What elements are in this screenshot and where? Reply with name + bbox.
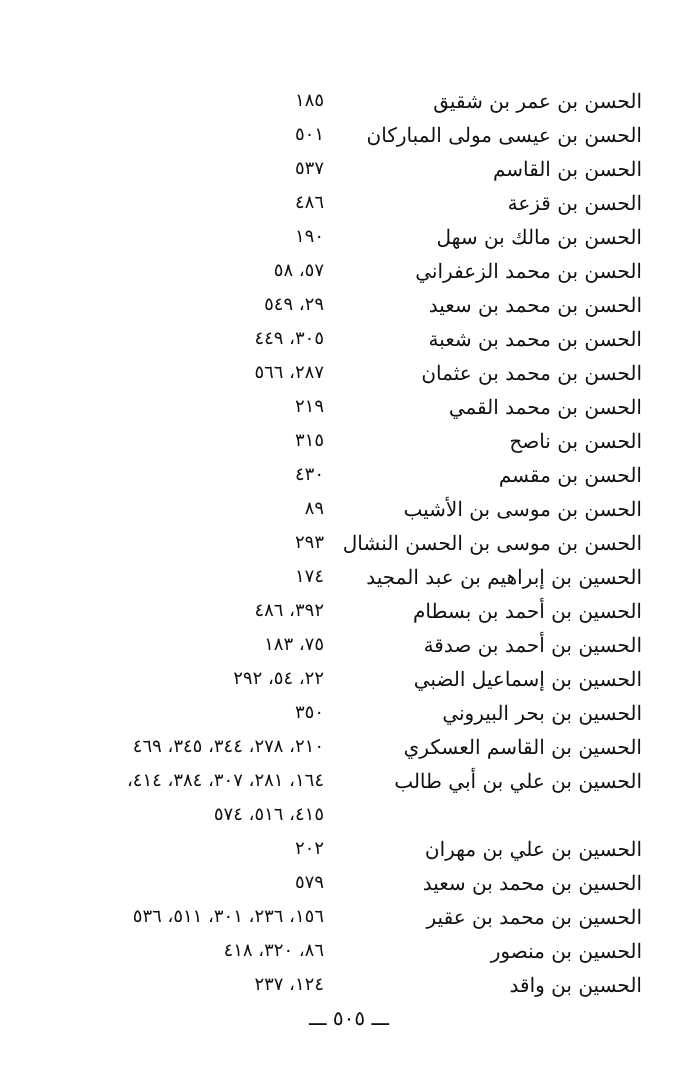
entry-name: الحسن بن مقسم [498,463,642,487]
entry-name: الحسين بن بحر البيروني [442,701,642,725]
index-entry [0,458,698,492]
index-entry [0,526,698,560]
entry-pages: ٢٩، ٥٤٩ [264,294,324,315]
entry-name: الحسين بن علي بن مهران [424,837,642,861]
index-entry [0,730,698,764]
entry-pages: ١٢٤، ٢٣٧ [254,974,324,995]
index-entry [0,560,698,594]
index-entry [0,696,698,730]
entry-pages: ٣١٥ [294,430,324,451]
entry-name: الحسن بن محمد بن سعيد [428,293,642,317]
index-entry [0,390,698,424]
index-entry [0,492,698,526]
entry-name: الحسين بن أحمد بن صدقة [423,633,642,657]
entry-pages: ١٨٥ [294,90,324,111]
index-entry [0,356,698,390]
index-entry [0,662,698,696]
entry-pages: ٧٥، ١٨٣ [264,634,324,655]
entry-pages: ١٦٤، ٢٨١، ٣٠٧، ٣٨٤، ٤١٤، [126,770,324,791]
page-number: ـــ ٥٠٥ ـــ [308,1006,390,1030]
entry-pages: ٢٩٣ [294,532,324,553]
index-list [0,84,698,1002]
index-entry [0,322,698,356]
entry-pages: ٥٧، ٥٨ [273,260,324,281]
entry-pages: ٤٣٠ [294,464,324,485]
entry-pages: ٣٥٠ [294,702,324,723]
entry-pages: ٢٠٢ [294,838,324,859]
entry-name: الحسين بن أحمد بن بسطام [413,599,642,623]
index-entry [0,118,698,152]
index-entry [0,84,698,118]
entry-name: الحسين بن إسماعيل الضبي [413,667,642,691]
index-entry [0,220,698,254]
entry-name: الحسن بن ناصح [509,429,642,453]
index-entry [0,968,698,1002]
entry-name: الحسن بن مالك بن سهل [436,225,642,249]
entry-name: الحسين بن محمد بن سعيد [422,871,642,895]
entry-pages: ٤٨٦ [294,192,324,213]
entry-pages: ٨٦، ٣٢٠، ٤١٨ [223,940,324,961]
index-entry [0,424,698,458]
index-entry [0,288,698,322]
entry-name: الحسن بن موسى بن الأشيب [403,497,642,521]
index-entry [0,628,698,662]
entry-name: الحسين بن علي بن أبي طالب [394,769,642,793]
entry-name: الحسين بن واقد [509,973,642,997]
index-entry [0,764,698,798]
entry-pages: ٨٩ [304,498,324,519]
index-entry [0,594,698,628]
entry-pages: ٣٩٢، ٤٨٦ [254,600,324,621]
entry-name: الحسن بن محمد بن عثمان [421,361,642,385]
index-entry [0,832,698,866]
entry-name: الحسن بن قزعة [507,191,642,215]
entry-pages: ١٧٤ [294,566,324,587]
entry-name: الحسن بن محمد القمي [448,395,642,419]
index-entry-continuation [0,798,698,832]
index-entry [0,934,698,968]
index-entry [0,152,698,186]
entry-name: الحسين بن إبراهيم بن عبد المجيد [366,565,642,589]
entry-pages: ٢٢، ٥٤، ٢٩٢ [233,668,324,689]
entry-pages: ٤١٥، ٥١٦، ٥٧٤ [213,804,324,825]
entry-name: الحسين بن محمد بن عقير [426,905,642,929]
entry-name: الحسن بن محمد بن شعبة [428,327,642,351]
index-entry [0,186,698,220]
entry-pages: ٥٣٧ [294,158,324,179]
entry-pages: ١٩٠ [294,226,324,247]
entry-pages: ٣٠٥، ٤٤٩ [254,328,324,349]
entry-name: الحسين بن منصور [490,939,642,963]
entry-pages: ٢١٩ [294,396,324,417]
entry-name: الحسين بن القاسم العسكري [403,735,642,759]
index-entry [0,900,698,934]
entry-pages: ٢٨٧، ٥٦٦ [254,362,324,383]
entry-name: الحسن بن القاسم [492,157,642,181]
entry-name: الحسن بن عمر بن شقيق [433,89,642,113]
entry-pages: ٥٧٩ [294,872,324,893]
entry-name: الحسن بن موسى بن الحسن النشال [342,531,642,555]
entry-pages: ٥٠١ [294,124,324,145]
entry-pages: ٢١٠، ٢٧٨، ٣٤٤، ٣٤٥، ٤٦٩ [132,736,324,757]
entry-name: الحسن بن عيسى مولى المباركان [366,123,642,147]
index-entry [0,254,698,288]
entry-pages: ١٥٦، ٢٣٦، ٣٠١، ٥١١، ٥٣٦ [132,906,324,927]
entry-name: الحسن بن محمد الزعفراني [415,259,642,283]
index-entry [0,866,698,900]
